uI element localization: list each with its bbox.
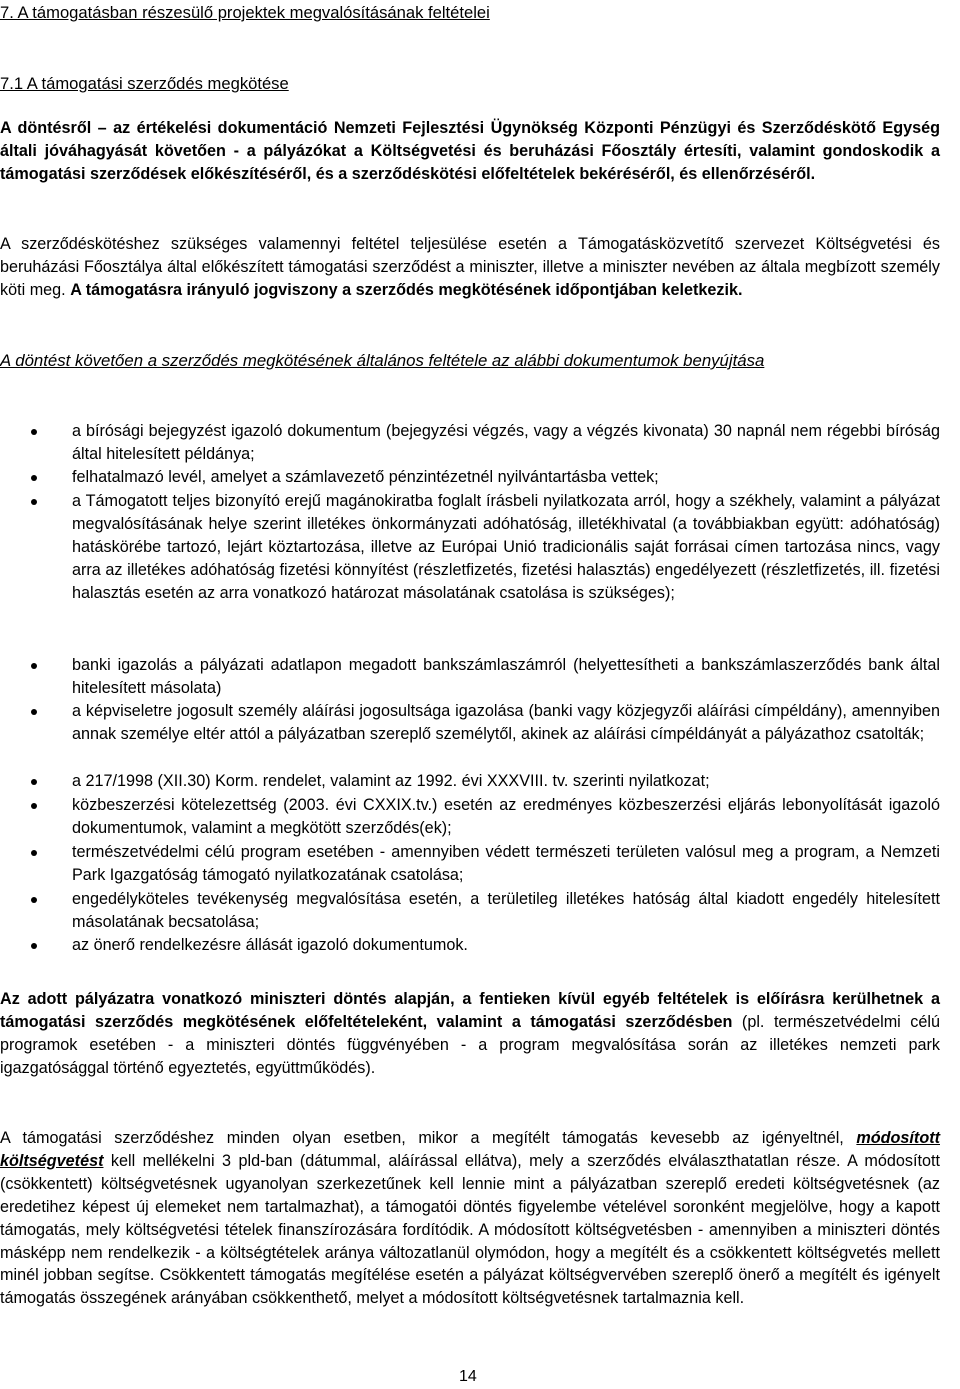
subsection-heading: 7.1 A támogatási szerződés megkötése (0, 74, 289, 93)
extra-conditions-bold: Az adott pályázatra vonatkozó miniszteri döntés alapján, a fentieken kívül egyéb feltételek is előírásra kerülhetnek a támogatási szerződés megkötésének előfeltételeként, valamint a támogatási szerződésben (0, 990, 940, 1031)
list-item: közbeszerzési kötelezettség (2003. évi CXXIX.tv.) esetén az eredményes közbeszerzési eljárás lebonyolítását igazoló dokumentumok, valamint a megkötött szerződés(ek); (72, 796, 940, 837)
bullet-icon (31, 663, 37, 669)
bullet-icon (31, 429, 37, 435)
contract-paragraph-bold: A támogatásra irányuló jogviszony a szerződés megkötésének időpontjában keletkezik. (70, 280, 743, 299)
bullet-icon (31, 850, 37, 856)
extra-conditions-paragraph (0, 988, 940, 1080)
modified-budget-term: módosított költségvetést (0, 1129, 940, 1170)
bullet-icon (31, 475, 37, 481)
budget-paragraph-text-b: kell mellékelni 3 pld-ban (dátummal, aláírással ellátva), mely a szerződés elválaszthatatlan része. A módosított (csökkentett) költségvetésnek ugyanolyan szerkezetűnek kell lennie mint a pályázatban szereplő eredeti költségvetésnek (az eredetihez képest új elemeket nem tartalmazhat), a támogatói döntés figyelembe vételével soronként megjelölve, hogy a kapott támogatás, mely költségvetési tételek finanszírozására fordítódik. A módosított költségvetésben - amennyiben a miniszteri döntés másképp nem rendelkezik - a költségtételek aránya változatlanül olymódon, hogy a megítélt és a csökkentett költségvetés mellett minél jobban segítse. Csökkentett támogatás megítélése esetén a pályázat költségvervében szereplő önerő a megítélt és igényelt támogatás összegének arányában csökkenthető, melyet a módosított költségvetésnek tartalmaznia kell. (0, 1151, 940, 1308)
bullet-icon (31, 709, 37, 715)
bullet-icon (31, 779, 37, 785)
list-item: a Támogatott teljes bizonyító erejű magánokiratba foglalt írásbeli nyilatkozata arról, hogy a székhely, valamint a pályázat megvalósításának helye szerint illetékes önkormányzati adóhatóság, illetékhivatal (a továbbiakban együtt: adóhatóság) hatáskörébe tartozó, lejárt köztartozása, illetve az Európai Unió tradicionális saját forrásai címen tartozása nincs, vagy arra az illetékes adóhatóság fizetési könnyítést (részletfizetés, fizetési halasztás) engedélyezett (részletfizetés, ill. fizetési halasztás esetén az arra vonatkozó határozat másolatának csatolása is szükséges); (72, 492, 940, 602)
list-item: a 217/1998 (XII.30) Korm. rendelet, valamint az 1992. évi XXXVIII. tv. szerinti nyilatkozat; (72, 772, 710, 790)
list-item: az önerő rendelkezésre állását igazoló dokumentumok. (72, 936, 468, 954)
required-documents-title: A döntést követően a szerződés megkötésének általános feltétele az alábbi dokumentumok benyújtása (0, 351, 765, 370)
list-item: természetvédelmi célú program esetében - amennyiben védett természeti területen valósul meg a program, a Nemzeti Park Igazgatóság támogató nyilatkozatának csatolása; (72, 843, 940, 884)
extra-conditions-text: (pl. természetvédelmi célú programok esetében - a miniszteri döntés függvényében - a program megvalósítása során az illetékes nemzeti park igazgatósággal történő egyeztetés, együttműködés). (0, 1012, 941, 1077)
list-item: felhatalmazó levél, amelyet a számlavezető pénzintézetnél nyilvántartásba vettek; (72, 468, 659, 486)
bullet-icon (31, 803, 37, 809)
list-item: engedélyköteles tevékenység megvalósítása esetén, a területileg illetékes hatóság által kiadott engedély hitelesített másolatának becsatolása; (72, 890, 940, 931)
budget-paragraph (0, 1127, 940, 1310)
list-item: a bírósági bejegyzést igazoló dokumentum (bejegyzési végzés, vagy a végzés kivonata) 30 napnál nem régebbi bíróság által hitelesített példánya; (72, 422, 940, 463)
section-heading: 7. A támogatásban részesülő projektek megvalósításának feltételei (0, 3, 490, 22)
bullet-icon (31, 897, 37, 903)
list-item: a képviseletre jogosult személy aláírási jogosultsága igazolása (banki vagy közjegyzői aláírási címpéldány), amennyiben annak személye eltér attól a pályázatban szereplő személytől, akinek az aláírási címpéldányát a pályázathoz csatolták; (72, 702, 940, 743)
contract-paragraph-text: A szerződéskötéshez szükséges valamennyi feltétel teljesülése esetén a Támogatásközvetítő szervezet Költségvetési és beruházási Főosztálya által előkészített támogatási szerződést a miniszter, illetve a miniszter nevében az általa megbízott személy köti meg. (0, 235, 940, 299)
bullet-icon (31, 499, 37, 505)
contract-paragraph (0, 233, 940, 302)
intro-paragraph: A döntésről – az értékelési dokumentáció Nemzeti Fejlesztési Ügynökség Központi Pénzügyi és Szerződéskötő Egység általi jóváhagyását követően - a pályázókat a Költségvetési és beruházási Főosztály értesíti, valamint gondoskodik a támogatási szerződések előkészítéséről, és a szerződéskötési előfeltételek bekéréséről, és ellenőrzéséről. (0, 119, 940, 183)
budget-paragraph-text-a: A támogatási szerződéshez minden olyan esetben, mikor a megítélt támogatás kevesebb az igényeltnél, (0, 1129, 857, 1147)
page-number: 14 (459, 1368, 477, 1385)
list-item: banki igazolás a pályázati adatlapon megadott bankszámlaszámról (helyettesítheti a bankszámlaszerződés bank által hitelesített másolata) (72, 656, 940, 697)
bullet-icon (31, 943, 37, 949)
